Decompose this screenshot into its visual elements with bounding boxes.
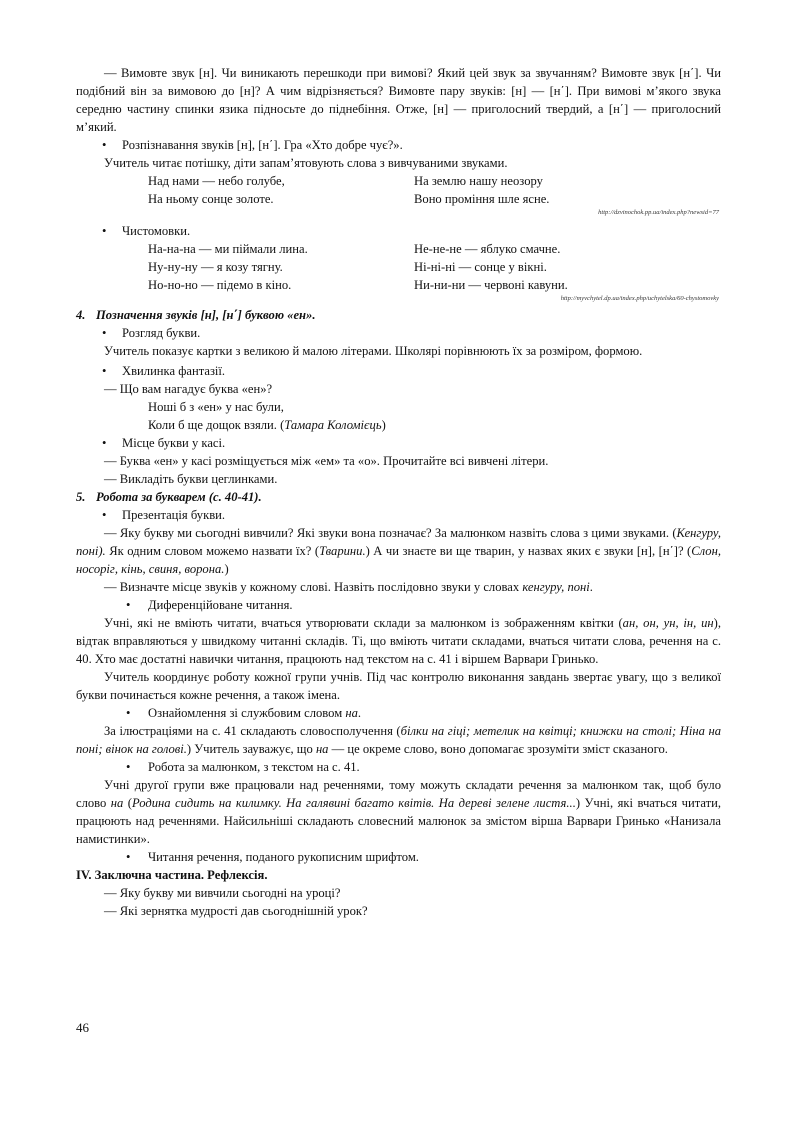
bullet-item: • Хвилинка фантазії. [76, 362, 721, 380]
paragraph: — Які зернятка мудрості дав сьогоднішній урок? [104, 904, 368, 918]
poem-line: На землю нашу неозору [414, 174, 543, 188]
poem-line: Ни-ни-ни — червоні кавуни. [414, 278, 568, 292]
source-link: http://myvchytel.dp.ua/index.php/uchytelska/60-chystomovky [560, 295, 719, 302]
section-heading: 4. Позначення звуків [н], [н΄] буквою «ен». [76, 308, 316, 322]
paragraph: — Визначте місце звуків у кожному слові. Назвіть послідовно звуки у словах кенгуру, поні. [104, 580, 593, 594]
paragraph: — Викладіть букви цеглинками. [104, 472, 278, 486]
paragraph: — Буква «ен» у касі розміщується між «ем» та «о». Прочитайте всі вивчені літери. [104, 454, 549, 468]
paragraph: За ілюстраціями на с. 41 складають словосполучення (білки на гіці; метелик на квітці; книжки на столі; Ніна на поні; вінок на голові.) Учитель зауважує, що на — це окреме слово, воно допомагає зрозуміти зміст сказаного. [76, 724, 721, 756]
paragraph: — Яку букву ми сьогодні вивчили? Які звуки вона позначає? За малюнком назвіть слова з цими звуками. (Кенгуру, поні). Як одним словом можемо назвати їх? (Тварини.) А чи знаєте ви ще тварин, у назвах яких є звуки [н], [н΄]? (Слон, носоріг, кінь, свиня, ворона.) [76, 526, 721, 576]
paragraph: Учитель читає потішку, діти запам’ятовують слова з вивчуваними звуками. [104, 156, 508, 170]
bullet-item: • Ознайомлення зі службовим словом на. [76, 704, 721, 722]
paragraph: — Яку букву ми вивчили сьогодні на уроці? [104, 886, 341, 900]
bullet-item: • Диференційоване читання. [76, 596, 721, 614]
bullet-item: • Читання речення, поданого рукописним шрифтом. [76, 848, 721, 866]
paragraph: Учитель координує роботу кожної групи учнів. Під час контролю виконання завдань звертає увагу, що з великої букви починається кожне речення, а також імена. [76, 670, 721, 702]
paragraph: Учні другої групи вже працювали над реченнями, тому можуть складати речення за малюнком так, щоб було слово на (Родина сидить на килимку. На галявині багато квітів. На дереві зелене листя...) Учні, які вчаться читати, працюють над реченнями. Найсильніші складають словесний малюнок за змістом вірша Варвари Гринько «Нанизала намистинки». [76, 778, 722, 846]
poem-line: Коли б ще дощок взяли. (Тамара Коломієць) [148, 418, 386, 432]
section-heading: 5. Робота за букварем (с. 40-41). [76, 490, 262, 504]
paragraph: — Що вам нагадує буква «ен»? [104, 382, 273, 396]
bullet-item: • Розпізнавання звуків [н], [н΄]. Гра «Хто добре чує?». [76, 136, 721, 154]
poem-line: Ні-ні-ні — сонце у вікні. [414, 260, 547, 274]
chistomovky-block [76, 240, 721, 294]
bullet-item: • Чистомовки. [76, 222, 721, 240]
section-heading: IV. Заключна частина. Рефлексія. [76, 868, 268, 882]
bullet-item: • Місце букви у касі. [76, 434, 721, 452]
page-body [76, 64, 721, 920]
paragraph: Учні, які не вміють читати, вчаться утворювати склади за малюнком із зображенням квітки (ан, он, ун, ін, ин), відтак вправляються у швидкому читанні складів. Ті, що вміють читати складами, вчаться читати слова, речення на с. 40. Хто має достатні навички читання, працюють над текстом на с. 41 і віршем Варвари Гринько. [76, 616, 721, 666]
poem-block [76, 398, 721, 434]
page-number: 46 [76, 1020, 89, 1035]
bullet-item: • Презентація букви. [76, 506, 721, 524]
poem-line: Но-но-но — підемо в кіно. [148, 278, 292, 292]
poem-block [76, 172, 721, 208]
poem-line: Ноші б з «ен» у нас були, [148, 400, 284, 414]
bullet-item: • Робота за малюнком, з текстом на с. 41. [76, 758, 721, 776]
paragraph: — Вимовте звук [н]. Чи виникають перешкоди при вимові? Який цей звук за звучанням? Вимовте звук [н΄]. Чи подібний він за вимовою до [н]? А чим відрізняється? Вимовте пару звуків: [н] — [н΄]. При вимові м’якого звука середню частину спинки язика підносьте до піднебіння. Отже, [н] — приголосний твердий, а [н΄] — приголосний м’який. [76, 66, 721, 134]
poem-line: Ну-ну-ну — я козу тягну. [148, 260, 283, 274]
source-link: http://dzvinochok.pp.ua/index.php?newsid=77 [598, 209, 719, 216]
poem-line: Воно проміння шле ясне. [414, 192, 550, 206]
poem-line: На ньому сонце золоте. [148, 192, 274, 206]
poem-line: Не-не-не — яблуко смачне. [414, 242, 561, 256]
poem-line: Над нами — небо голубе, [148, 174, 285, 188]
poem-line: На-на-на — ми піймали лина. [148, 242, 308, 256]
bullet-item: • Розгляд букви. [76, 324, 721, 342]
paragraph: Учитель показує картки з великою й малою літерами. Школярі порівнюють їх за розміром, формою. [104, 344, 643, 358]
